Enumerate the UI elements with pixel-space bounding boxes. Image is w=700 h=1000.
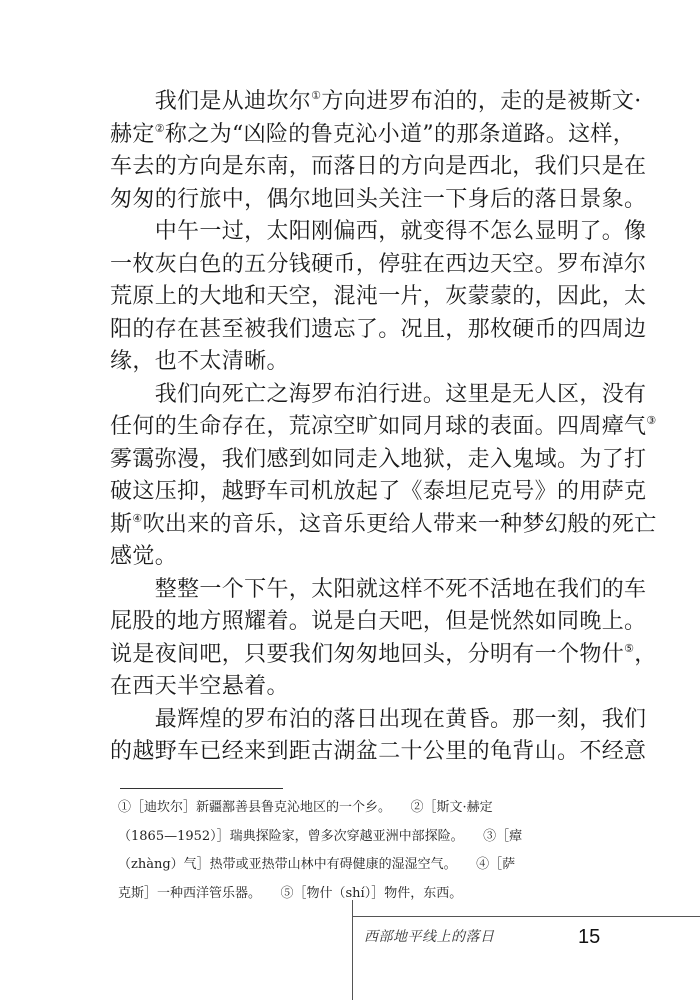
body-line: 荒原上的大地和天空，混沌一片，灰蒙蒙的，因此，太 — [110, 284, 647, 309]
body-line: 说是夜间吧，只要我们匆匆地回头，分明有一个物什⑤， — [110, 641, 657, 667]
body-line: 匆匆的行旅中，偶尔地回头关注一下身后的落日景象。 — [110, 186, 647, 212]
body-line: 斯④吹出来的音乐，这音乐更给人带来一种梦幻般的死亡 — [110, 511, 657, 537]
footnote-marker: ④ — [132, 511, 143, 525]
footnote-line: （1865—1952）］瑞典探险家，曾多次穿越亚洲中部探险。 ③［瘴 — [118, 828, 523, 844]
body-line: 赫定②称之为“凶险的鲁克沁小道”的那条道路。这样， — [110, 121, 636, 147]
footer-horizontal-rule — [352, 916, 700, 917]
body-line: 我们向死亡之海罗布泊行进。这里是无人区，没有 — [110, 381, 647, 407]
footnote-marker: ⑤ — [624, 641, 635, 655]
body-line: 在西天半空悬着。 — [110, 674, 289, 699]
body-line: 雾霭弥漫，我们感到如同走入地狱，走入鬼域。为了打 — [110, 446, 647, 472]
page-number: 15 — [578, 926, 601, 948]
body-line: 整整一个下午，太阳就这样不死不活地在我们的车 — [110, 576, 647, 602]
body-text — [110, 86, 657, 769]
body-line: 的越野车已经来到距古湖盆二十公里的龟背山。不经意 — [110, 739, 647, 764]
body-line: 阳的存在甚至被我们遗忘了。况且，那枚硬币的四周边 — [110, 316, 647, 342]
body-line: 一枚灰白色的五分钱硬币，停驻在西边天空。罗布淖尔 — [110, 251, 647, 277]
body-line: 缘，也不太清晰。 — [110, 349, 289, 374]
body-line: 中午一过，太阳刚偏西，就变得不怎么显明了。像 — [110, 219, 647, 244]
footnotes — [118, 794, 598, 908]
footer-vertical-rule — [352, 900, 353, 1000]
footnote-line: （zhàng）气］热带或亚热带山林中有碍健康的湿湿空气。 ④［萨 — [118, 857, 516, 872]
body-line: 感觉。 — [110, 544, 178, 569]
footnote-line: ①［迪坎尔］新疆鄯善县鲁克沁地区的一个乡。 ②［斯文·赫定 — [118, 800, 493, 815]
footnote-marker: ① — [311, 89, 322, 102]
footnote-marker: ② — [154, 121, 165, 135]
body-line: 我们是从迪坎尔①方向进罗布泊的，走的是被斯文· — [110, 89, 642, 114]
running-title: 西部地平线上的落日 — [364, 929, 495, 945]
body-line: 车去的方向是东南，而落日的方向是西北，我们只是在 — [110, 154, 647, 179]
body-line: 破这压抑，越野车司机放起了《泰坦尼克号》的用萨克 — [110, 479, 647, 504]
footnote-marker: ③ — [646, 414, 657, 427]
body-line: 任何的生命存在，荒凉空旷如同月球的表面。四周瘴气③ — [110, 414, 657, 439]
footnote-separator — [120, 788, 283, 789]
body-line: 屁股的地方照耀着。说是白天吧，但是恍然如同晚上。 — [110, 609, 647, 634]
body-line: 最辉煌的罗布泊的落日出现在黄昏。那一刻，我们 — [110, 706, 647, 732]
footnote-line: 克斯］一种西洋管乐器。 ⑤［物什（shí）］物件，东西。 — [118, 885, 463, 901]
